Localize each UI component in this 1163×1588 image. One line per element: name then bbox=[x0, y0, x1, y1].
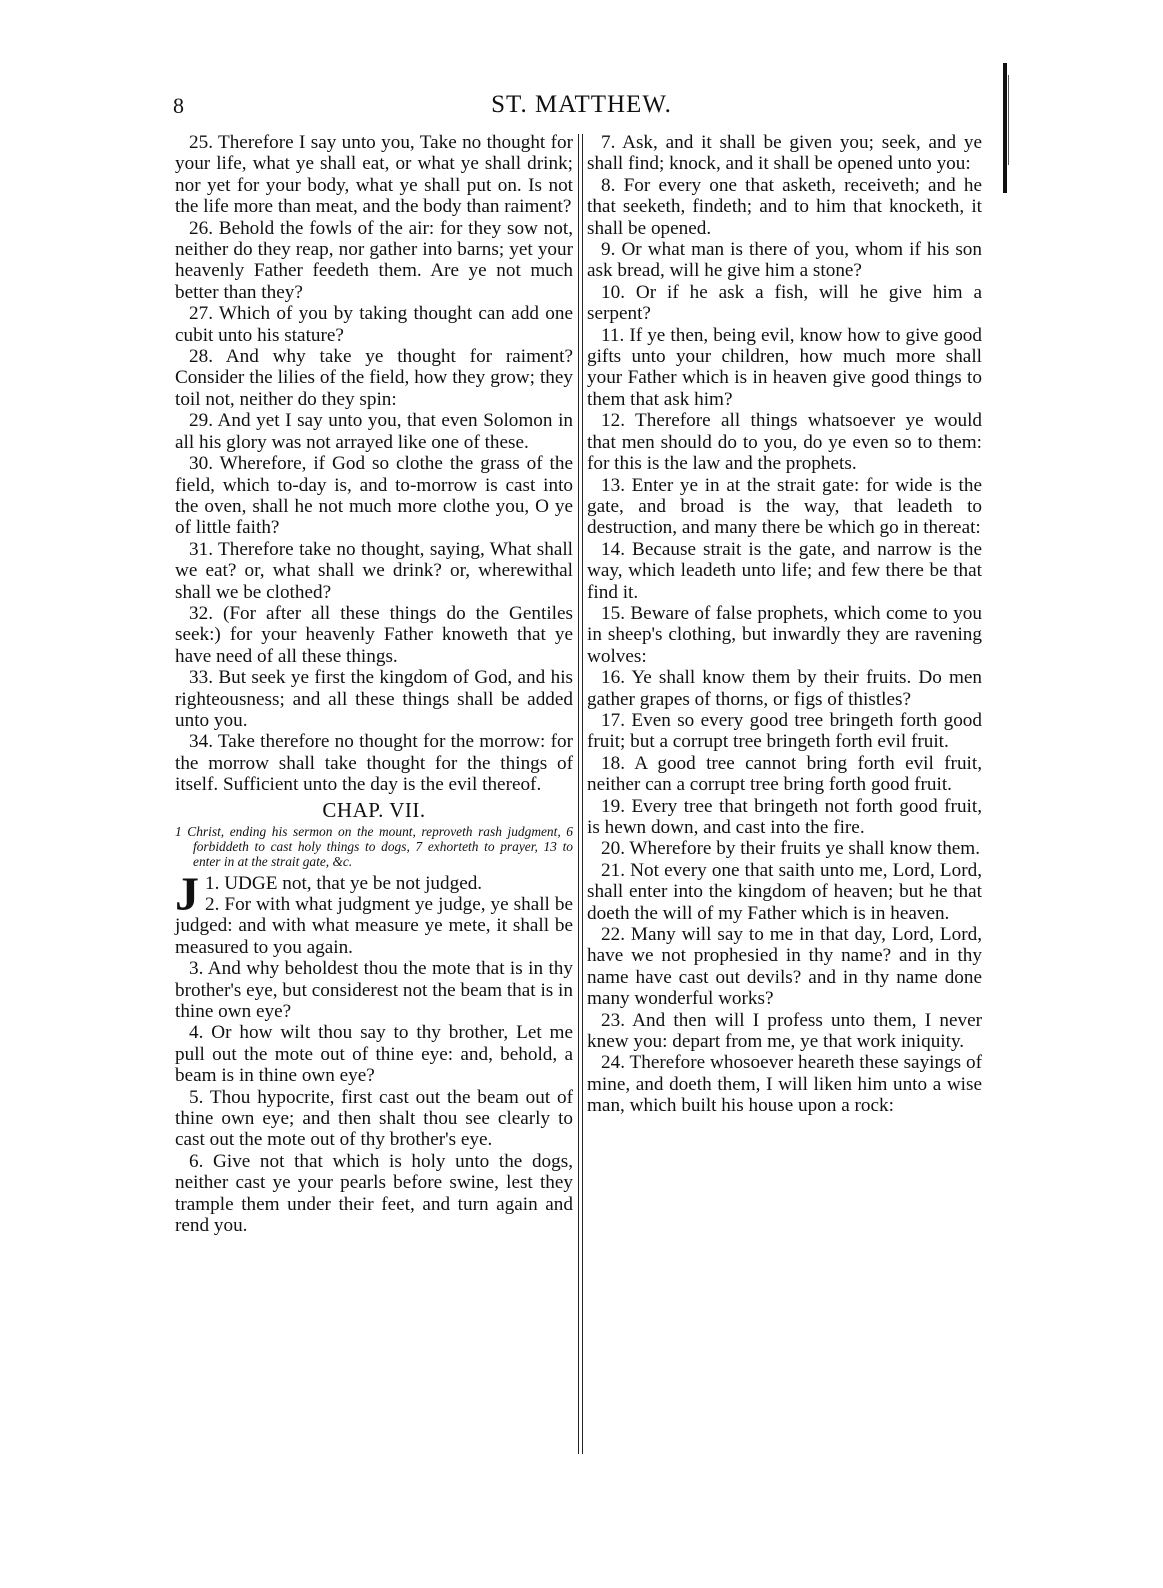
right-column bbox=[587, 132, 982, 1117]
margin-rule-thin bbox=[1008, 75, 1009, 165]
verse: 16. Ye shall know them by their fruits. Do men gather grapes of thorns, or figs of thistles? bbox=[587, 667, 982, 710]
verse: 17. Even so every good tree bringeth forth good fruit; but a corrupt tree bringeth forth evil fruit. bbox=[587, 709, 982, 753]
verse: 25. Therefore I say unto you, Take no thought for your life, what ye shall eat, or what ye shall drink; nor yet for your body, what ye shall put on. Is not the life more than meat, and the body than raiment? bbox=[175, 132, 573, 218]
verse: 31. Therefore take no thought, saying, What shall we eat? or, what shall we drink? or, wherewithal shall we be clothed? bbox=[175, 538, 573, 603]
verse: 21. Not every one that saith unto me, Lord, Lord, shall enter into the kingdom of heaven; but he that doeth the will of my Father which is in heaven. bbox=[587, 859, 982, 924]
drop-cap: J bbox=[175, 867, 199, 921]
margin-rule bbox=[1003, 63, 1007, 193]
verse: 22. Many will say to me in that day, Lord, Lord, have we not prophesied in thy name? and in thy name have cast out devils? and in thy name done many wonderful works? bbox=[587, 924, 982, 1010]
verse: 32. (For after all these things do the Gentiles seek:) for your heavenly Father knoweth that ye have need of all these things. bbox=[175, 602, 573, 667]
verse: 10. Or if he ask a fish, will he give him a serpent? bbox=[587, 281, 982, 325]
verse: 15. Beware of false prophets, which come to you in sheep's clothing, but inwardly they are ravening wolves: bbox=[587, 602, 982, 667]
verse: 27. Which of you by taking thought can add one cubit unto his stature? bbox=[175, 303, 573, 346]
verse: 23. And then will I profess unto them, I never knew you: depart from me, ye that work iniquity. bbox=[587, 1009, 982, 1053]
verse: 13. Enter ye in at the strait gate: for wide is the gate, and broad is the way, that leadeth to destruction, and many there be which go in thereat: bbox=[587, 474, 982, 539]
left-column bbox=[175, 132, 573, 1237]
first-verse-number: 1. bbox=[205, 872, 220, 894]
verse: 2. For with what judgment ye judge, ye shall be judged: and with what measure ye mete, it shall be measured to you again. bbox=[175, 894, 573, 958]
chapter-summary: 1 Christ, ending his sermon on the mount, reproveth rash judgment, 6 forbiddeth to cast holy things to dogs, 7 exhorteth to prayer, 13 to enter in at the strait gate, &c. bbox=[175, 823, 573, 869]
verse: 11. If ye then, being evil, know how to give good gifts unto your children, how much more shall your Father which is in heaven give good things to them that ask him? bbox=[587, 324, 982, 410]
column-divider bbox=[582, 134, 583, 1454]
column-divider bbox=[578, 134, 579, 1454]
first-verse-text: UDGE not, that ye be not judged. bbox=[224, 872, 483, 894]
verse: 20. Wherefore by their fruits ye shall know them. bbox=[601, 838, 981, 860]
verse: 9. Or what man is there of you, whom if his son ask bread, will he give him a stone? bbox=[587, 239, 982, 282]
verse: 8. For every one that asketh, receiveth; and he that seeketh, findeth; and to him that knocketh, it shall be opened. bbox=[587, 174, 982, 239]
verse: 34. Take therefore no thought for the morrow: for the morrow shall take thought for the things of itself. Sufficient unto the day is the evil thereof. bbox=[175, 731, 573, 796]
verse: 5. Thou hypocrite, first cast out the beam out of thine own eye; and then shalt thou see clearly to cast out the mote out of thy brother's eye. bbox=[175, 1086, 573, 1151]
verse: 7. Ask, and it shall be given you; seek, and ye shall find; knock, and it shall be opened unto you: bbox=[587, 132, 982, 175]
verse: 19. Every tree that bringeth not forth good fruit, is hewn down, and cast into the fire. bbox=[587, 795, 982, 838]
chapter-heading: CHAP. VII. bbox=[322, 797, 426, 822]
verse: 12. Therefore all things whatsoever ye would that men should do to you, do ye even so to them: for this is the law and the prophets. bbox=[587, 410, 982, 475]
page-number: 8 bbox=[173, 93, 184, 118]
verse: 24. Therefore whosoever heareth these sayings of mine, and doeth them, I will liken him unto a wise man, which built his house upon a rock: bbox=[587, 1052, 982, 1117]
verse: 29. And yet I say unto you, that even Solomon in all his glory was not arrayed like one of these. bbox=[175, 410, 573, 453]
verse: 3. And why beholdest thou the mote that is in thy brother's eye, but considerest not the beam that is in thine own eye? bbox=[175, 958, 573, 1023]
verse: 4. Or how wilt thou say to thy brother, Let me pull out the mote out of thine eye: and, behold, a beam is in thine own eye? bbox=[175, 1022, 573, 1087]
verse: 33. But seek ye first the kingdom of God, and his righteousness; and all these things shall be added unto you. bbox=[175, 667, 573, 731]
verse: 18. A good tree cannot bring forth evil fruit, neither can a corrupt tree bring forth good fruit. bbox=[587, 752, 982, 796]
verse: 6. Give not that which is holy unto the dogs, neither cast ye your pearls before swine, lest they trample them under their feet, and turn again and rend you. bbox=[175, 1150, 573, 1237]
verse: 14. Because strait is the gate, and narrow is the way, which leadeth unto life; and few there be that find it. bbox=[587, 538, 982, 603]
verse: 26. Behold the fowls of the air: for they sow not, neither do they reap, nor gather into barns; yet your heavenly Father feedeth them. Are ye not much better than they? bbox=[175, 217, 573, 303]
running-head: ST. MATTHEW. bbox=[491, 91, 672, 118]
first-verse bbox=[175, 867, 573, 959]
verse: 30. Wherefore, if God so clothe the grass of the field, which to-day is, and to-morrow is cast into the oven, shall he not much more clothe you, O ye of little faith? bbox=[175, 453, 573, 539]
verse: 28. And why take ye thought for raiment? Consider the lilies of the field, how they grow; they toil not, neither do they spin: bbox=[175, 346, 573, 410]
